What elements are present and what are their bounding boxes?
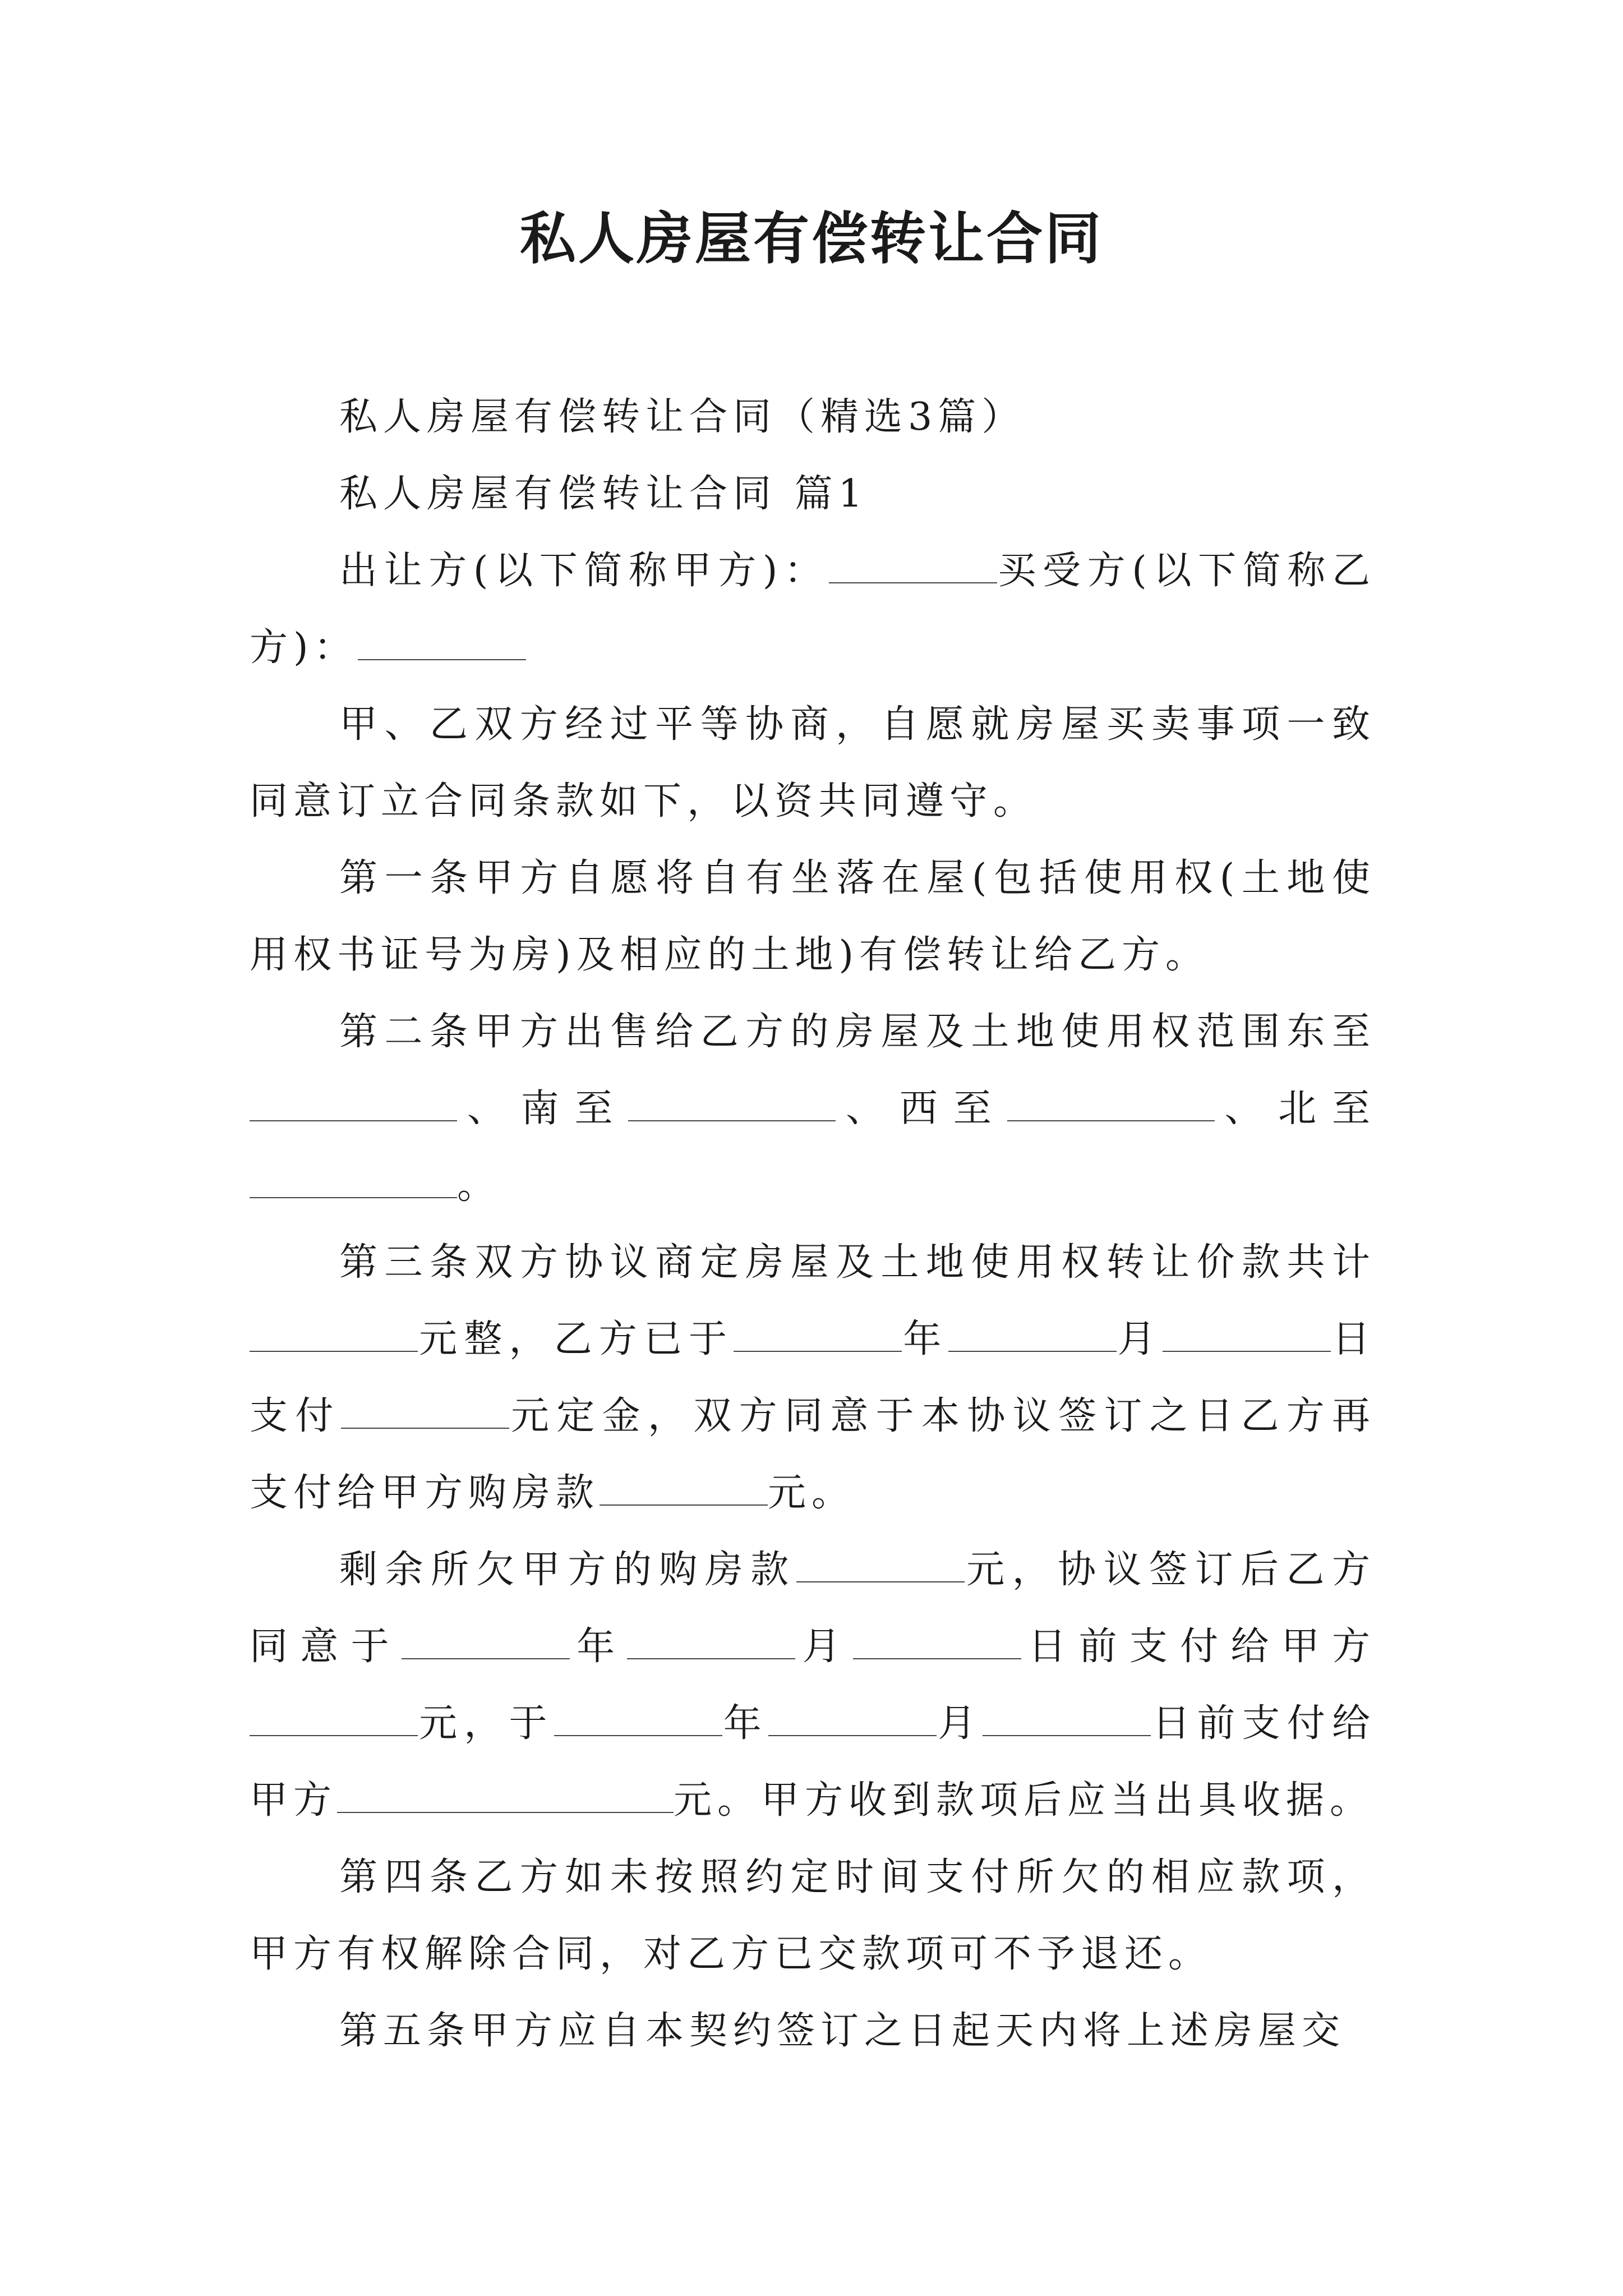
buyer-name-blank bbox=[358, 625, 526, 660]
text-segment: 月 bbox=[936, 1701, 983, 1746]
text-segment: 、南至 bbox=[457, 1087, 629, 1131]
installment-2-year-blank bbox=[554, 1701, 722, 1736]
text-segment: 元。 bbox=[768, 1471, 856, 1515]
text-segment: 、北至 bbox=[1214, 1087, 1376, 1131]
boundary-south-blank bbox=[628, 1087, 836, 1121]
deposit-month-blank bbox=[948, 1317, 1117, 1352]
text-segment: 年 bbox=[722, 1701, 768, 1746]
paragraph-article-4: 第四条乙方如未按照约定时间支付所欠的相应款项，甲方有权解除合同，对乙方已交款项可不予退还。 bbox=[250, 1855, 1376, 1976]
deposit-year-blank bbox=[734, 1317, 902, 1352]
subtitle: 私人房屋有偿转让合同（精选3篇） bbox=[339, 395, 1026, 439]
text-segment: 。 bbox=[457, 1163, 501, 1208]
installment-2-month-blank bbox=[768, 1701, 937, 1736]
text-segment: 元。甲方收到款项后应当出具收据。 bbox=[674, 1778, 1374, 1823]
paragraph-remaining-payment bbox=[250, 1531, 1376, 1839]
paragraph-article-2 bbox=[250, 993, 1376, 1224]
text-segment: 年 bbox=[569, 1625, 628, 1669]
deposit-amount-blank bbox=[341, 1394, 509, 1429]
seller-name-blank bbox=[829, 549, 997, 583]
installment-1-amount-blank bbox=[250, 1701, 418, 1736]
deposit-day-blank bbox=[1163, 1317, 1331, 1352]
remaining-amount-blank bbox=[796, 1548, 965, 1582]
paragraph-article-5: 第五条甲方应自本契约签订之日起天内将上述房屋交 bbox=[339, 2009, 1346, 2053]
installment-2-amount-blank bbox=[337, 1778, 674, 1813]
installment-1-year-blank bbox=[402, 1625, 570, 1659]
text-segment: 元定金，双方同意于本协议签订之日乙方再支付给甲方购房款 bbox=[250, 1394, 1376, 1515]
text-segment: 出让方(以下简称甲方)： bbox=[339, 549, 829, 593]
paragraph-intro: 甲、乙双方经过平等协商，自愿就房屋买卖事项一致同意订立合同条款如下，以资共同遵守。 bbox=[250, 702, 1376, 823]
text-segment: 日前支付给甲方 bbox=[250, 1701, 1376, 1823]
text-segment: 日支付 bbox=[250, 1317, 1376, 1438]
text-segment: 元，于 bbox=[418, 1701, 554, 1746]
boundary-north-blank bbox=[250, 1163, 457, 1198]
total-price-blank bbox=[250, 1317, 418, 1352]
text-segment: 、西至 bbox=[836, 1087, 1007, 1131]
text-segment: 月 bbox=[795, 1625, 854, 1669]
boundary-east-blank bbox=[250, 1087, 457, 1121]
document-body bbox=[250, 379, 1376, 2069]
text-segment: 第二条甲方出售给乙方的房屋及土地使用权范围东至 bbox=[339, 1010, 1376, 1054]
text-segment: 剩余所欠甲方的购房款 bbox=[339, 1548, 796, 1592]
text-segment: 日前支付给甲方 bbox=[1021, 1625, 1376, 1669]
signing-payment-blank bbox=[600, 1471, 768, 1506]
section-heading: 私人房屋有偿转让合同 篇1 bbox=[339, 472, 868, 516]
text-segment: 买受方(以下简称乙方)： bbox=[250, 549, 1376, 670]
installment-2-day-blank bbox=[983, 1701, 1151, 1736]
installment-1-day-blank bbox=[853, 1625, 1021, 1659]
text-segment: 第三条双方协议商定房屋及土地使用权转让价款共计 bbox=[339, 1240, 1376, 1285]
text-segment: 元整，乙方已于 bbox=[418, 1317, 734, 1361]
paragraph-article-1: 第一条甲方自愿将自有坐落在屋(包括使用权(土地使用权书证号为房)及相应的土地)有偿转让给乙方。 bbox=[250, 856, 1376, 977]
text-segment: 元，协议签订后乙方同意于 bbox=[250, 1548, 1376, 1669]
document-title: 私人房屋有偿转让合同 bbox=[520, 205, 1103, 272]
boundary-west-blank bbox=[1007, 1087, 1215, 1121]
paragraph-article-3 bbox=[250, 1224, 1376, 1531]
text-segment: 月 bbox=[1116, 1317, 1163, 1361]
paragraph-parties bbox=[250, 532, 1376, 686]
installment-1-month-blank bbox=[627, 1625, 795, 1659]
text-segment: 年 bbox=[902, 1317, 948, 1361]
